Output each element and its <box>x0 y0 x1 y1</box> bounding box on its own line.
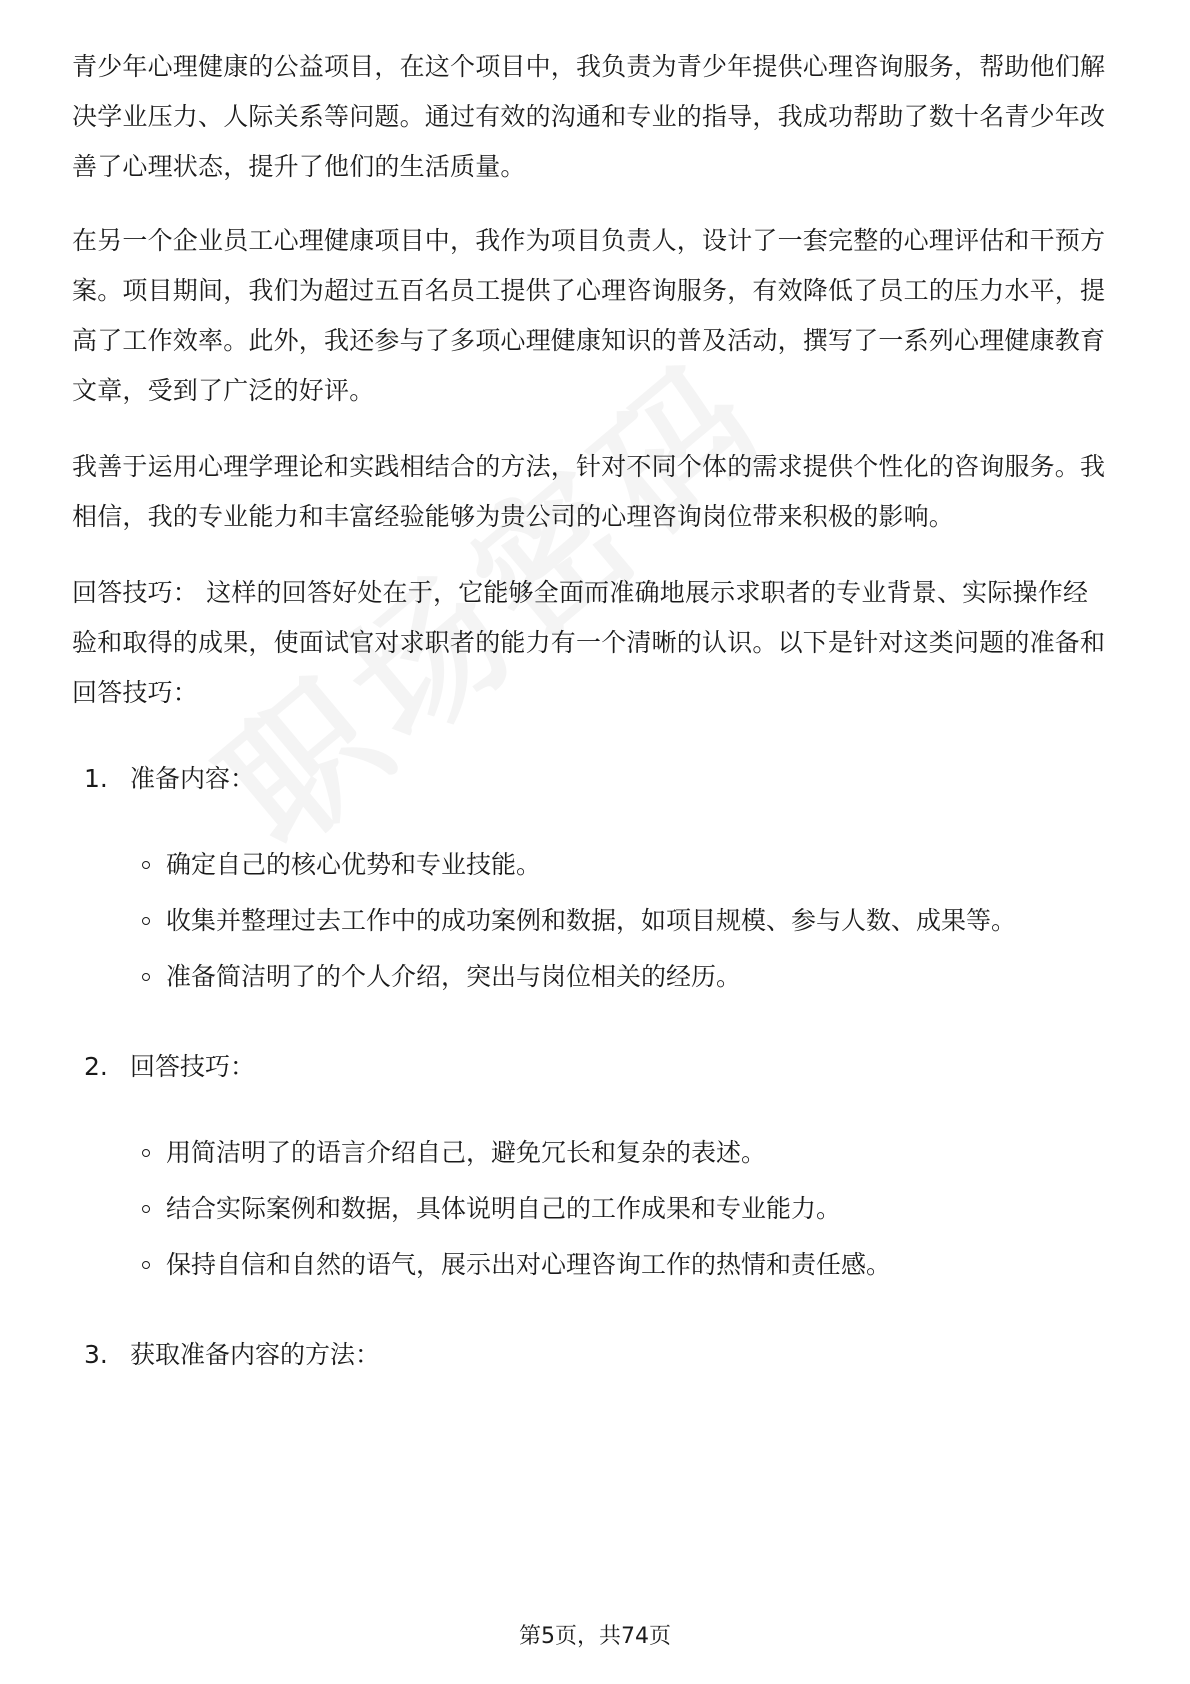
section-heading-methods <box>84 1330 1112 1380</box>
list-item <box>72 840 1112 890</box>
document-body <box>72 42 1112 1380</box>
circle-bullet-icon <box>142 917 150 925</box>
section-number: 2. <box>84 1052 108 1081</box>
list-item-text: 准备简洁明了的个人介绍，突出与岗位相关的经历。 <box>166 962 742 991</box>
circle-bullet-icon <box>142 973 150 981</box>
circle-bullet-icon <box>142 861 150 869</box>
list-item <box>72 1128 1112 1178</box>
section-heading-prepare <box>84 754 1112 804</box>
page-footer: 第5页，共74页 <box>519 1624 671 1649</box>
list-item <box>72 1240 1112 1290</box>
list-item-text: 保持自信和自然的语气，展示出对心理咨询工作的热情和责任感。 <box>166 1250 892 1279</box>
section-number: 3. <box>84 1340 108 1369</box>
section-heading-answer <box>84 1042 1112 1092</box>
list-item-text: 收集并整理过去工作中的成功案例和数据，如项目规模、参与人数、成果等。 <box>166 906 1017 935</box>
section-title: 回答技巧： <box>130 1052 256 1081</box>
paragraph: 青少年心理健康的公益项目，在这个项目中，我负责为青少年提供心理咨询服务，帮助他们解决学业压力、人际关系等问题。通过有效的沟通和专业的指导，我成功帮助了数十名青少年改善了心理状态，提升了他们的生活质量。 <box>72 52 1106 181</box>
prepare-list <box>72 840 1112 1002</box>
section-title: 获取准备内容的方法： <box>130 1340 381 1369</box>
list-item-text: 确定自己的核心优势和专业技能。 <box>166 850 542 879</box>
circle-bullet-icon <box>142 1205 150 1213</box>
list-item <box>72 896 1112 946</box>
answer-list <box>72 1128 1112 1290</box>
paragraph: 在另一个企业员工心理健康项目中，我作为项目负责人，设计了一套完整的心理评估和干预方案。项目期间，我们为超过五百名员工提供了心理咨询服务，有效降低了员工的压力水平，提高了工作效率。此外，我还参与了多项心理健康知识的普及活动，撰写了一系列心理健康教育文章，受到了广泛的好评。 <box>72 226 1106 405</box>
circle-bullet-icon <box>142 1149 150 1157</box>
list-item <box>72 1184 1112 1234</box>
list-item-text: 结合实际案例和数据，具体说明自己的工作成果和专业能力。 <box>166 1194 842 1223</box>
list-item <box>72 952 1112 1002</box>
answer-tips-paragraph: 回答技巧： 这样的回答好处在于，它能够全面而准确地展示求职者的专业背景、实际操作经验和取得的成果，使面试官对求职者的能力有一个清晰的认识。以下是针对这类问题的准备和回答技巧： <box>72 578 1106 707</box>
paragraph: 我善于运用心理学理论和实践相结合的方法，针对不同个体的需求提供个性化的咨询服务。我相信，我的专业能力和丰富经验能够为贵公司的心理咨询岗位带来积极的影响。 <box>72 452 1106 531</box>
section-title: 准备内容： <box>130 764 256 793</box>
circle-bullet-icon <box>142 1261 150 1269</box>
list-item-text: 用简洁明了的语言介绍自己，避免冗长和复杂的表述。 <box>166 1138 767 1167</box>
section-number: 1. <box>84 764 108 793</box>
